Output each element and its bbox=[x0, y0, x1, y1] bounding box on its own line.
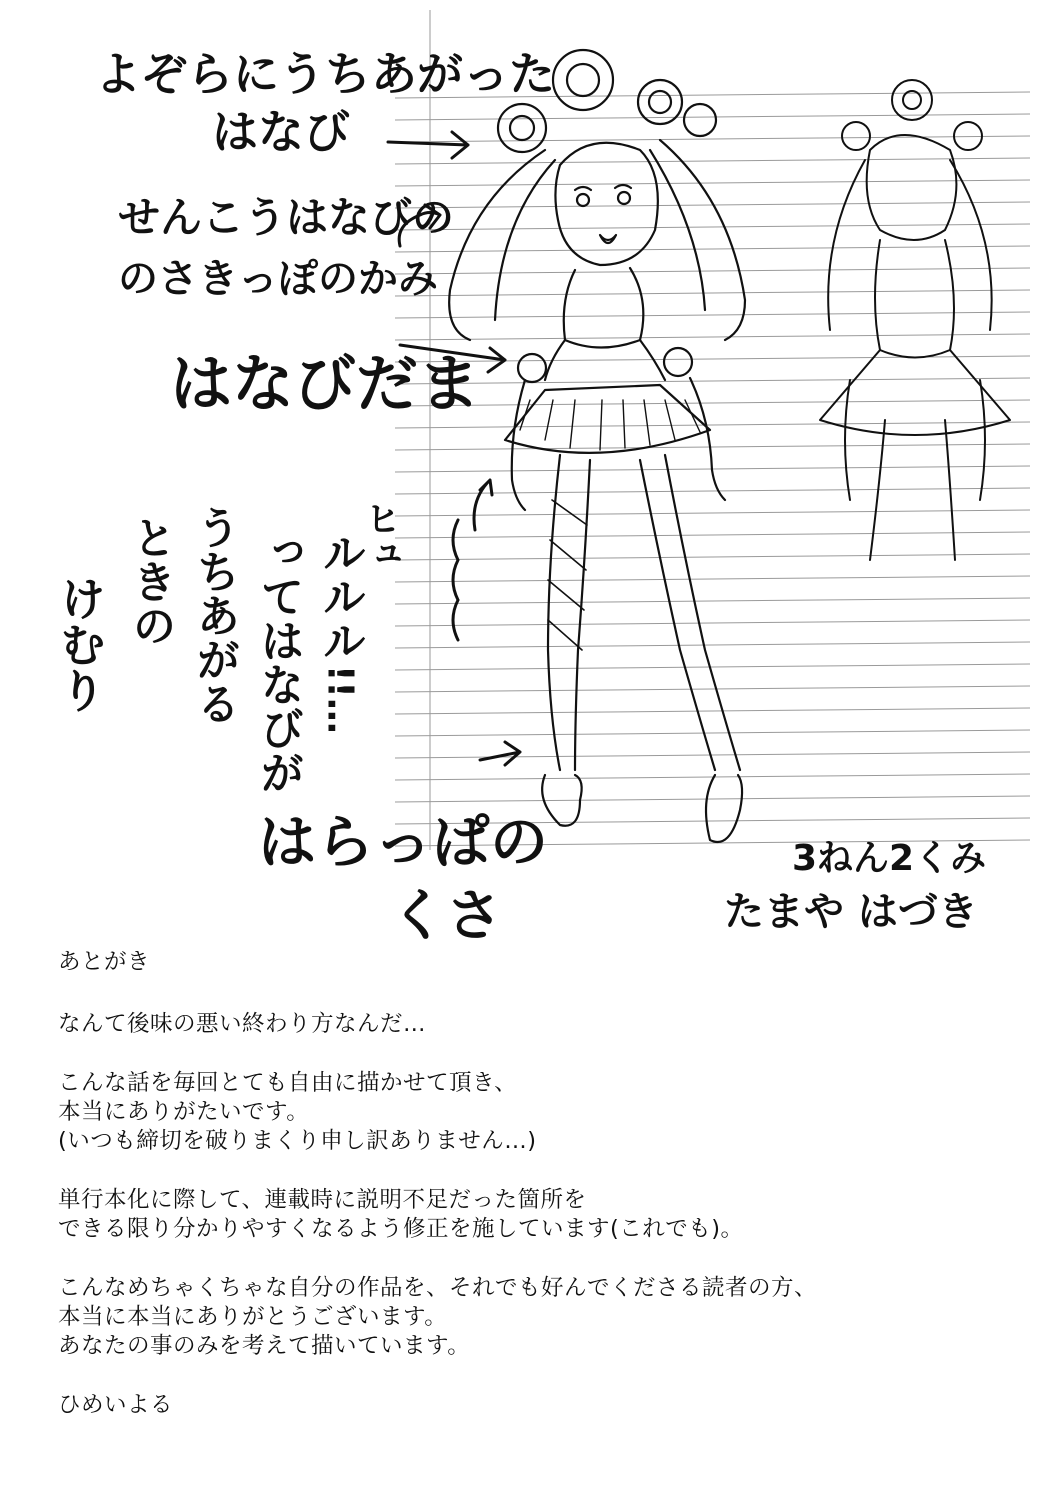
note-fireworks-launched: よぞらにうちあがった bbox=[95, 47, 555, 101]
afterword-line: こんなめちゃくちゃな自分の作品を、それでも好んでくださる読者の方、 bbox=[58, 1275, 818, 1301]
afterword-section bbox=[58, 948, 1018, 1420]
note-sound-3: !!… bbox=[319, 665, 361, 734]
afterword-line: 本当にありがたいです。 bbox=[58, 1099, 310, 1125]
note-grass: はらっぱの bbox=[258, 808, 549, 876]
note-launch-vertical bbox=[53, 505, 304, 794]
character-front-view bbox=[449, 50, 745, 842]
note-class: 3ねん2くみ bbox=[792, 838, 987, 879]
character-back-view bbox=[820, 80, 1010, 560]
note-name: たまや はづき bbox=[724, 889, 978, 935]
note-sound-2: ルルル bbox=[314, 530, 366, 662]
note-sparkler-tip-2: のさきっぽのかみ bbox=[118, 256, 438, 302]
note-sparkler-tip: せんこうはなびの bbox=[118, 193, 455, 242]
note-fireworks-launched-2: はなび bbox=[212, 105, 350, 159]
note-launch-1: ってはなびが bbox=[252, 530, 304, 794]
afterword-line: なんて後味の悪い終わり方なんだ… bbox=[58, 1011, 427, 1037]
afterword-line: 本当に本当にありがとうございます。 bbox=[58, 1304, 448, 1330]
note-grass-2: くさ bbox=[390, 884, 502, 945]
notebook-lines bbox=[395, 10, 1030, 850]
afterword-line: 単行本化に際して、連載時に説明不足だった箇所を bbox=[58, 1187, 587, 1213]
note-sound-vertical bbox=[315, 500, 401, 734]
afterword-line: あなたの事のみを考えて描いています。 bbox=[58, 1333, 471, 1359]
note-launch-2: うちあがる bbox=[188, 505, 240, 725]
note-launch-3: ときの bbox=[124, 515, 176, 647]
afterword-title: あとがき bbox=[58, 949, 151, 975]
afterword-line: (いつも締切を破りまくり申し訳ありません…) bbox=[58, 1128, 537, 1154]
afterword-signature: ひめいよる bbox=[58, 1392, 174, 1418]
note-launch-4: けむり bbox=[53, 575, 107, 713]
note-sound-1: ヒュ bbox=[359, 500, 401, 572]
afterword-line: こんな話を毎回とても自由に描かせて頂き、 bbox=[58, 1070, 518, 1096]
note-firework-ball: はなびだま bbox=[170, 347, 481, 420]
afterword-line: できる限り分かりやすくなるよう修正を施しています(これでも)。 bbox=[58, 1216, 744, 1242]
